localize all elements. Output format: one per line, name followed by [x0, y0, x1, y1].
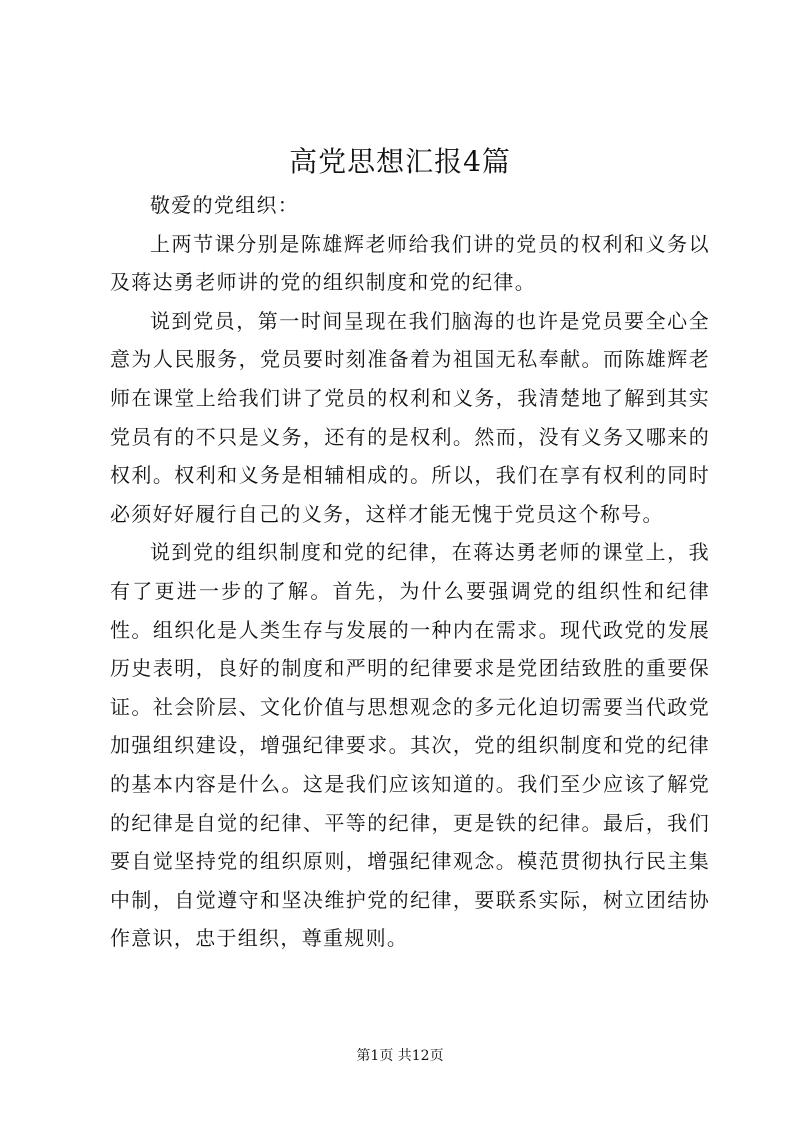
page-number-footer: 第1页 共12页 [356, 1048, 444, 1064]
paragraph-2: 说到党员，第一时间呈现在我们脑海的也许是党员要全心全意为人民服务，党员要时刻准备着为祖国无私奉献。而陈雄辉老师在课堂上给我们讲了党员的权利和义务，我清楚地了解到其实党员有的不只是义务，还有的是权利。然而，没有义务又哪来的权利。权利和义务是相辅相成的。所以，我们在享有权利的同时必须好好履行自己的义务，这样才能无愧于党员这个称号。 [110, 308, 710, 526]
paragraph-3: 说到党的组织制度和党的纪律，在蒋达勇老师的课堂上，我有了更进一步的了解。首先，为什么要强调党的组织性和纪律性。组织化是人类生存与发展的一种内在需求。现代政党的发展历史表明，良好的制度和严明的纪律要求是党团结致胜的重要保证。社会阶层、文化价值与思想观念的多元化迫切需要当代政党加强组织建设，增强纪律要求。其次，党的组织制度和党的纪律的基本内容是什么。这是我们应该知道的。我们至少应该了解党的纪律是自觉的纪律、平等的纪律，更是铁的纪律。最后，我们要自觉坚持党的组织原则，增强纪律观念。模范贯彻执行民主集中制，自觉遵守和坚决维护党的纪律，要联系实际，树立团结协作意识，忠于组织，尊重规则。 [110, 540, 710, 951]
document-title: 高党思想汇报4篇 [289, 145, 511, 178]
paragraph-1: 上两节课分别是陈雄辉老师给我们讲的党员的权利和义务以及蒋达勇老师讲的党的组织制度和党的纪律。 [110, 231, 710, 295]
salutation: 敬爱的党组织： [150, 193, 300, 217]
document-body [110, 186, 710, 958]
